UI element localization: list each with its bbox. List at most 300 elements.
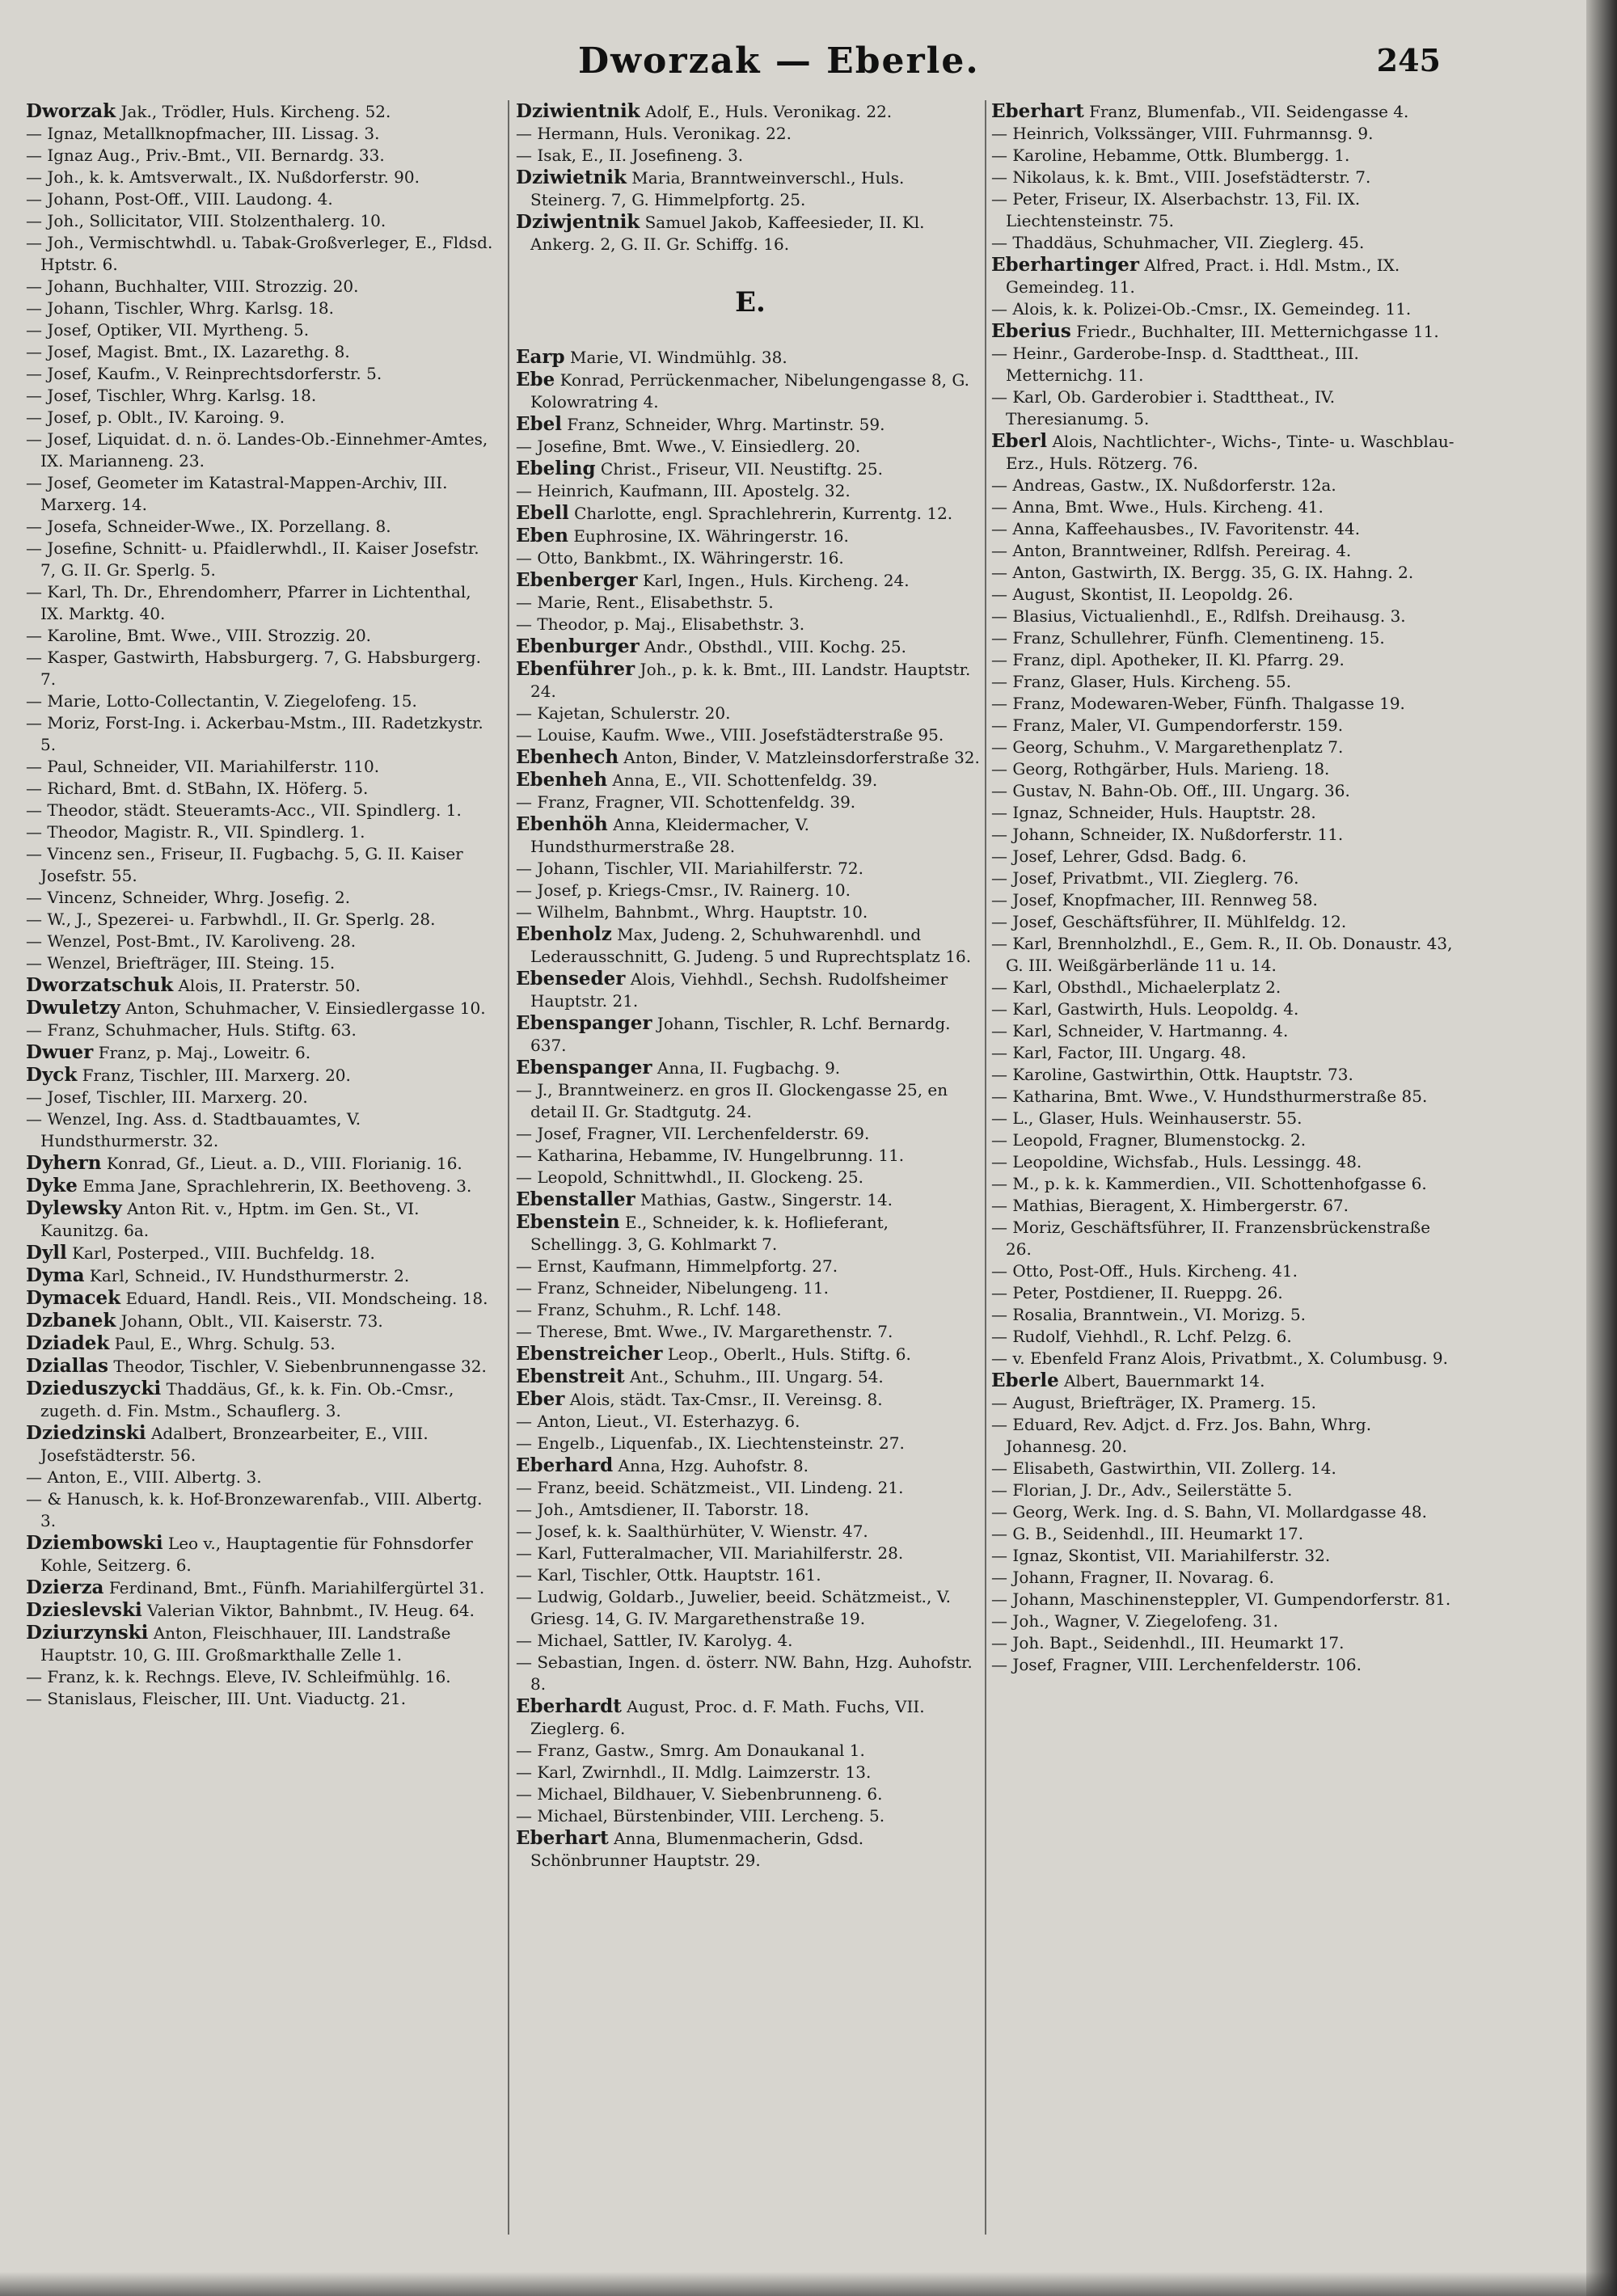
entry-text: — Karl, Th. Dr., Ehrendomherr, Pfarrer in Lichtenthal, IX. Marktg. 40. — [26, 582, 471, 623]
directory-entry-sub — [26, 210, 495, 232]
entry-text: — Vincenz, Schneider, Whrg. Josefig. 2. — [26, 888, 351, 907]
directory-entry-sub — [26, 843, 495, 887]
entry-text: Anton, Schuhmacher, V. Einsiedlergasse 10. — [120, 998, 486, 1018]
entry-text: — Karl, Obsthdl., Michaelerplatz 2. — [991, 977, 1281, 997]
entry-surname: Dymacek — [26, 1287, 121, 1309]
entry-text: — Joh., Vermischtwhdl. u. Tabak-Großverleger, E., Fldsd. Hptstr. 6. — [26, 233, 493, 274]
section-letter: E. — [735, 286, 766, 319]
directory-entry-main — [516, 1695, 985, 1740]
directory-entry-sub — [26, 145, 495, 167]
entry-text: — Joh., Sollicitator, VIII. Stolzenthalerg. 10. — [26, 211, 386, 230]
entry-text: — Josef, Fragner, VII. Lerchenfelderstr. 69. — [516, 1124, 870, 1143]
entry-text: Samuel Jakob, Kaffeesieder, II. Kl. Ankerg. 2, G. II. Gr. Schiffg. 16. — [530, 213, 925, 254]
entry-text: Anna, II. Fugbachg. 9. — [652, 1058, 841, 1078]
entry-text: — Wilhelm, Bahnbmt., Whrg. Hauptstr. 10. — [516, 902, 868, 922]
entry-text: — Karl, Factor, III. Ungarg. 48. — [991, 1043, 1247, 1062]
entry-surname: Ebenstein — [516, 1211, 620, 1233]
entry-text: August, Proc. d. F. Math. Fuchs, VII. Zieglerg. 6. — [530, 1697, 925, 1738]
directory-entry-sub — [991, 1348, 1460, 1370]
directory-entry-sub — [516, 547, 985, 569]
directory-entry-sub — [26, 1108, 495, 1152]
entry-text: Adolf, E., Huls. Veronikag. 22. — [640, 102, 893, 121]
entry-text: — Ludwig, Goldarb., Juwelier, beeid. Schätzmeist., V. Griesg. 14, G. IV. Margarethenstraße 19. — [516, 1587, 952, 1628]
directory-entry-sub — [516, 1477, 985, 1499]
entry-text: — Karl, Brennholzhdl., E., Gem. R., II. Ob. Donaustr. 43, G. III. Weißgärberlände 11 u. 14. — [991, 934, 1453, 975]
entry-surname: Ebenhöh — [516, 813, 608, 835]
running-head: Dworzak — Eberle. — [578, 40, 980, 82]
entry-text: — Franz, Modewaren-Weber, Fünfh. Thalgasse 19. — [991, 694, 1405, 713]
directory-entry-main — [26, 1576, 495, 1599]
entry-text: — Franz, Schneider, Nibelungeng. 11. — [516, 1278, 830, 1298]
column-divider — [508, 100, 509, 2235]
directory-entry-main — [991, 320, 1460, 343]
directory-entry-main — [516, 1188, 985, 1211]
entry-text: — Leopold, Fragner, Blumenstockg. 2. — [991, 1130, 1307, 1150]
directory-entry-main — [991, 100, 1460, 123]
directory-entry-sub — [26, 516, 495, 538]
entry-text: — v. Ebenfeld Franz Alois, Privatbmt., X. Columbusg. 9. — [991, 1348, 1448, 1368]
directory-entry-main — [991, 254, 1460, 298]
entry-text: — Sebastian, Ingen. d. österr. NW. Bahn, Hzg. Auhofstr. 8. — [516, 1652, 973, 1694]
directory-entry-main — [516, 525, 985, 547]
entry-text: Christ., Friseur, VII. Neustiftg. 25. — [595, 459, 883, 479]
entry-text: — Anton, Branntweiner, Rdlfsh. Pereirag. 4. — [991, 541, 1352, 560]
directory-entry-sub — [26, 363, 495, 385]
directory-entry-main — [516, 769, 985, 791]
entry-text: Franz, p. Maj., Loweitr. 6. — [93, 1043, 311, 1062]
entry-surname: Dzbanek — [26, 1310, 116, 1332]
directory-entry-sub — [991, 802, 1460, 824]
entry-text: — Therese, Bmt. Wwe., IV. Margarethenstr. 7. — [516, 1322, 893, 1341]
entry-text: Alois, städt. Tax-Cmsr., II. Vereinsg. 8. — [564, 1390, 883, 1409]
entry-text: — Ignaz, Metallknopfmacher, III. Lissag. 3. — [26, 124, 380, 143]
directory-entry-sub — [26, 385, 495, 407]
page-edge-shadow — [1586, 0, 1617, 2296]
entry-text: — Nikolaus, k. k. Bmt., VIII. Josefstädterstr. 7. — [991, 167, 1371, 187]
entry-text: — Paul, Schneider, VII. Mariahilferstr. 110. — [26, 757, 380, 776]
entry-text: Karl, Ingen., Huls. Kircheng. 24. — [637, 571, 910, 590]
entry-text: — Josef, Knopfmacher, III. Rennweg 58. — [991, 890, 1318, 910]
directory-entry-sub — [991, 1654, 1460, 1676]
directory-entry-sub — [26, 1666, 495, 1688]
entry-text: — Josefa, Schneider-Wwe., IX. Porzellang. 8. — [26, 517, 391, 536]
entry-text: — W., J., Spezerei- u. Farbwhdl., II. Gr. Sperlg. 28. — [26, 910, 436, 929]
directory-entry-sub — [26, 952, 495, 974]
entry-surname: Ebenberger — [516, 569, 638, 591]
entry-surname: Dzieslevski — [26, 1599, 142, 1621]
directory-entry-sub — [991, 298, 1460, 320]
entry-text: Leo v., Hauptagentie für Fohnsdorfer Kohle, Seitzerg. 6. — [40, 1534, 473, 1575]
directory-entry-sub — [26, 341, 495, 363]
directory-entry-sub — [991, 1610, 1460, 1632]
directory-entry-main — [26, 1264, 495, 1287]
directory-entry-sub — [991, 1545, 1460, 1567]
entry-text: E., Schneider, k. k. Hoflieferant, Schellingg. 3, G. Kohlmarkt 7. — [530, 1213, 889, 1254]
entry-text: Konrad, Perrückenmacher, Nibelungengasse 8, G. Kolowratring 4. — [530, 370, 969, 412]
entry-text: — Heinrich, Kaufmann, III. Apostelg. 32. — [516, 481, 851, 500]
directory-entry-main — [991, 1370, 1460, 1392]
entry-surname: Eberhardt — [516, 1695, 622, 1717]
directory-entry-main — [991, 430, 1460, 475]
directory-entry-sub — [516, 1277, 985, 1299]
entry-text: — Franz, Maler, VI. Gumpendorferstr. 159. — [991, 715, 1344, 735]
entry-text: — Karl, Ob. Garderobier i. Stadttheat., IV. Theresianumg. 5. — [991, 387, 1336, 428]
directory-entry-main — [516, 1012, 985, 1057]
entry-text: — Rosalia, Branntwein., VI. Morizg. 5. — [991, 1305, 1307, 1324]
directory-entry-sub — [991, 1326, 1460, 1348]
entry-text: — Joh. Bapt., Seidenhdl., III. Heumarkt 17. — [991, 1633, 1345, 1652]
entry-surname: Eberhartinger — [991, 254, 1140, 276]
entry-text: — Johann, Maschinensteppler, VI. Gumpendorferstr. 81. — [991, 1589, 1451, 1609]
directory-entry-sub — [516, 724, 985, 746]
entry-surname: Eberle — [991, 1370, 1059, 1391]
entry-text: — Anna, Kaffeehausbes., IV. Favoritenstr. 44. — [991, 519, 1361, 538]
directory-entry-sub — [991, 1632, 1460, 1654]
directory-entry-sub — [991, 1523, 1460, 1545]
entry-text: — Peter, Friseur, IX. Alserbachstr. 13, Fil. IX. Liechtensteinstr. 75. — [991, 189, 1361, 230]
directory-entry-sub — [991, 1414, 1460, 1458]
directory-entry-main — [26, 1599, 495, 1622]
entry-surname: Ebeling — [516, 458, 596, 479]
entry-surname: Ebenstreicher — [516, 1343, 663, 1365]
directory-entry-sub — [991, 475, 1460, 496]
entry-text: — & Hanusch, k. k. Hof-Bronzewarenfab., VIII. Albertg. 3. — [26, 1489, 483, 1530]
entry-text: — Wenzel, Ing. Ass. d. Stadtbauamtes, V. Hundsthurmerstr. 32. — [26, 1109, 361, 1150]
entry-text: — Josefine, Bmt. Wwe., V. Einsiedlerg. 20. — [516, 437, 861, 456]
directory-entry-main — [26, 1355, 495, 1378]
entry-surname: Ebenstaller — [516, 1188, 635, 1210]
directory-entry-sub — [26, 712, 495, 756]
entry-text: — Josef, Lehrer, Gdsd. Badg. 6. — [991, 846, 1247, 866]
entry-text: Joh., p. k. k. Bmt., III. Landstr. Hauptstr. 24. — [530, 660, 971, 701]
directory-entry-sub — [26, 821, 495, 843]
entry-text: — Karl, Tischler, Ottk. Hauptstr. 161. — [516, 1565, 821, 1585]
entry-surname: Earp — [516, 346, 565, 368]
directory-entry-main — [516, 100, 985, 123]
entry-surname: Dzieduszycki — [26, 1378, 162, 1399]
entry-text: — Joh., k. k. Amtsverwalt., IX. Nußdorferstr. 90. — [26, 167, 420, 187]
entry-text: Johann, Tischler, R. Lchf. Bernardg. 637. — [530, 1014, 951, 1055]
entry-text: Valerian Viktor, Bahnbmt., IV. Heug. 64. — [141, 1601, 475, 1620]
directory-entry-sub — [26, 1019, 495, 1041]
entry-text: — Theodor, städt. Steueramts-Acc., VII. Spindlerg. 1. — [26, 800, 462, 820]
entry-text: — Otto, Bankbmt., IX. Währingerstr. 16. — [516, 548, 844, 568]
directory-entry-sub — [991, 1042, 1460, 1064]
directory-entry-sub — [991, 1458, 1460, 1479]
directory-entry-main — [26, 974, 495, 997]
entry-text: — Eduard, Rev. Adjct. d. Frz. Jos. Bahn, Whrg. Johannesg. 20. — [991, 1415, 1372, 1456]
entry-text: — Wenzel, Post-Bmt., IV. Karoliveng. 28. — [26, 931, 357, 951]
entry-text: — Ernst, Kaufmann, Himmelpfortg. 27. — [516, 1256, 838, 1276]
entry-text: Jak., Trödler, Huls. Kircheng. 52. — [116, 102, 391, 121]
entry-surname: Dworzatschuk — [26, 974, 174, 996]
directory-entry-sub — [991, 736, 1460, 758]
entry-text: Andr., Obsthdl., VIII. Kochg. 25. — [639, 637, 907, 656]
entry-surname: Eberhart — [991, 100, 1084, 122]
entry-text: — Franz, Schuhmacher, Huls. Stiftg. 63. — [26, 1020, 357, 1040]
entry-text: — Andreas, Gastw., IX. Nußdorferstr. 12a. — [991, 475, 1336, 495]
entry-text: — M., p. k. k. Kammerdien., VII. Schottenhofgasse 6. — [991, 1174, 1427, 1193]
directory-entry-main — [26, 1041, 495, 1064]
column-middle — [516, 100, 985, 2243]
directory-entry-main — [26, 1332, 495, 1355]
directory-entry-sub — [26, 887, 495, 909]
entry-text: Mathias, Gastw., Singerstr. 14. — [635, 1190, 893, 1209]
entry-surname: Dziurzynski — [26, 1622, 149, 1644]
directory-entry-sub — [991, 1479, 1460, 1501]
entry-surname: Ebenburger — [516, 635, 640, 657]
entry-text: Ferdinand, Bmt., Fünfh. Mariahilfergürtel 31. — [103, 1578, 485, 1597]
entry-text: — Josef, Kaufm., V. Reinprechtsdorferstr. 5. — [26, 364, 382, 383]
entry-text: — Leopold, Schnittwhdl., II. Glockeng. 25. — [516, 1167, 863, 1187]
directory-entry-sub — [516, 1630, 985, 1652]
directory-entry-sub — [516, 145, 985, 167]
entry-text: — Josef, Geschäftsführer, II. Mühlfeldg. 12. — [991, 912, 1347, 931]
directory-entry-sub — [991, 496, 1460, 518]
entry-text: Anna, E., VII. Schottenfeldg. 39. — [607, 770, 878, 790]
entry-surname: Dziadek — [26, 1332, 110, 1354]
entry-surname: Dziallas — [26, 1355, 108, 1377]
entry-text: — Ignaz Aug., Priv.-Bmt., VII. Bernardg. 33. — [26, 146, 385, 165]
entry-surname: Ebe — [516, 369, 555, 390]
directory-entry-sub — [516, 1521, 985, 1543]
directory-entry-sub — [991, 715, 1460, 736]
directory-entry-sub — [516, 858, 985, 880]
entry-text: — Georg, Werk. Ing. d. S. Bahn, VI. Mollardgasse 48. — [991, 1502, 1427, 1522]
directory-entry-sub — [516, 480, 985, 502]
entry-text: — Georg, Rothgärber, Huls. Marieng. 18. — [991, 759, 1330, 779]
directory-entry-sub — [26, 756, 495, 778]
entry-surname: Eben — [516, 525, 568, 547]
directory-entry-main — [516, 502, 985, 525]
directory-entry-main — [26, 1422, 495, 1467]
entry-text: Anton, Binder, V. Matzleinsdorferstraße 32. — [619, 748, 980, 767]
directory-entry-main — [516, 413, 985, 436]
page-header — [0, 32, 1585, 89]
entry-text: — Kajetan, Schulerstr. 20. — [516, 703, 731, 723]
entry-text: — Rudolf, Viehhdl., R. Lchf. Pelzg. 6. — [991, 1327, 1292, 1346]
entry-text: — Michael, Bildhauer, V. Siebenbrunneng. 6. — [516, 1784, 883, 1804]
directory-entry-sub — [991, 1217, 1460, 1260]
directory-entry-sub — [516, 1564, 985, 1586]
directory-entry-sub — [26, 625, 495, 647]
directory-entry-sub — [991, 167, 1460, 188]
entry-text: — Joh., Wagner, V. Ziegelofeng. 31. — [991, 1611, 1279, 1631]
entry-text: — Engelb., Liquenfab., IX. Liechtensteinstr. 27. — [516, 1433, 905, 1453]
directory-entry-sub — [991, 889, 1460, 911]
directory-entry-main — [26, 1378, 495, 1422]
entry-text: — Karoline, Gastwirthin, Ottk. Hauptstr. 73. — [991, 1065, 1353, 1084]
entry-text: — Karoline, Hebamme, Ottk. Blumbergg. 1. — [991, 146, 1350, 165]
directory-entry-sub — [991, 758, 1460, 780]
directory-entry-main — [516, 923, 985, 968]
directory-entry-sub — [991, 933, 1460, 977]
entry-text: — Johann, Fragner, II. Novarag. 6. — [991, 1568, 1275, 1587]
entry-text: — Franz, Fragner, VII. Schottenfeldg. 39. — [516, 792, 856, 812]
entry-text: Alois, Viehhdl., Sechsh. Rudolfsheimer Hauptstr. 21. — [530, 969, 948, 1011]
directory-entry-sub — [26, 472, 495, 516]
directory-entry-main — [516, 369, 985, 413]
entry-text: Thaddäus, Gf., k. k. Fin. Ob.-Cmsr., zugeth. d. Fin. Mstm., Schauflerg. 3. — [40, 1379, 454, 1420]
entry-text: — Karl, Schneider, V. Hartmanng. 4. — [991, 1021, 1289, 1040]
entry-text: — Isak, E., II. Josefineng. 3. — [516, 146, 744, 165]
entry-text: — G. B., Seidenhdl., III. Heumarkt 17. — [991, 1524, 1304, 1543]
entry-text: — Josef, Geometer im Katastral-Mappen-Archiv, III. Marxerg. 14. — [26, 473, 448, 514]
entry-text: — Hermann, Huls. Veronikag. 22. — [516, 124, 792, 143]
entry-text: — Richard, Bmt. d. StBahn, IX. Höferg. 5. — [26, 779, 369, 798]
entry-text: — Johann, Buchhalter, VIII. Strozzig. 20. — [26, 276, 359, 296]
directory-entry-sub — [516, 592, 985, 614]
entry-text: — Josef, Magist. Bmt., IX. Lazarethg. 8. — [26, 342, 350, 361]
directory-entry-sub — [516, 123, 985, 145]
directory-entry-sub — [991, 1501, 1460, 1523]
entry-surname: Ebenholz — [516, 923, 612, 945]
entry-text: — Georg, Schuhm., V. Margarethenplatz 7. — [991, 737, 1344, 757]
directory-entry-sub — [991, 584, 1460, 606]
directory-entry-sub — [516, 1256, 985, 1277]
directory-entry-sub — [26, 298, 495, 319]
directory-entry-main — [516, 167, 985, 211]
entry-surname: Ebell — [516, 502, 569, 524]
entry-text: — Vincenz sen., Friseur, II. Fugbachg. 5, G. II. Kaiser Josefstr. 55. — [26, 844, 463, 885]
entry-text: — Stanislaus, Fleischer, III. Unt. Viaductg. 21. — [26, 1689, 407, 1708]
directory-entry-sub — [516, 1079, 985, 1123]
directory-entry-sub — [991, 1282, 1460, 1304]
entry-text: — Anton, E., VIII. Albertg. 3. — [26, 1467, 262, 1487]
directory-entry-sub — [26, 232, 495, 276]
directory-entry-main — [516, 346, 985, 369]
directory-entry-main — [516, 635, 985, 658]
directory-entry-sub — [26, 909, 495, 931]
entry-surname: Dyke — [26, 1175, 78, 1197]
entry-surname: Dziwientnik — [516, 100, 640, 122]
directory-entry-main — [516, 968, 985, 1012]
directory-entry-sub — [516, 614, 985, 635]
entry-surname: Eberhard — [516, 1454, 614, 1476]
directory-entry-sub — [516, 1783, 985, 1805]
entry-surname: Dziwietnik — [516, 167, 627, 188]
entry-text: — Karl, Zwirnhdl., II. Mdlg. Laimzerstr. 13. — [516, 1762, 872, 1782]
entry-surname: Eberl — [991, 430, 1048, 452]
entry-surname: Dwuer — [26, 1041, 94, 1063]
entry-text: Friedr., Buchhalter, III. Metternichgasse 11. — [1070, 322, 1439, 341]
entry-text: Franz, Blumenfab., VII. Seidengasse 4. — [1083, 102, 1409, 121]
entry-text: — Josefine, Schnitt- u. Pfaidlerwhdl., II. Kaiser Josefstr. 7, G. II. Gr. Sperlg. 5. — [26, 538, 479, 580]
entry-text: Maria, Branntweinverschl., Huls. Steinerg. 7, G. Himmelpfortg. 25. — [530, 168, 905, 209]
entry-text: — Franz, dipl. Apotheker, II. Kl. Pfarrg. 29. — [991, 650, 1345, 669]
entry-text: — Johann, Post-Off., VIII. Laudong. 4. — [26, 189, 333, 209]
entry-surname: Dylewsky — [26, 1197, 122, 1219]
entry-text: Anna, Kleidermacher, V. Hundsthurmerstraße 28. — [530, 815, 809, 856]
directory-entry-sub — [516, 1123, 985, 1145]
directory-entry-sub — [26, 778, 495, 800]
entry-text: Alois, II. Praterstr. 50. — [173, 976, 361, 995]
directory-entry-main — [516, 658, 985, 703]
entry-text: — Josef, p. Kriegs-Cmsr., IV. Rainerg. 10. — [516, 880, 851, 900]
directory-entry-sub — [991, 824, 1460, 846]
directory-entry-sub — [26, 538, 495, 581]
entry-text: — Johann, Schneider, IX. Nußdorferstr. 11. — [991, 825, 1344, 844]
directory-entry-sub — [26, 931, 495, 952]
entry-surname: Dzierza — [26, 1576, 104, 1598]
entry-text: — Josef, Privatbmt., VII. Zieglerg. 76. — [991, 868, 1299, 888]
directory-entry-sub — [991, 867, 1460, 889]
directory-entry-sub — [26, 800, 495, 821]
entry-text: — Franz, Gastw., Smrg. Am Donaukanal 1. — [516, 1741, 865, 1760]
entry-text: Leop., Oberlt., Huls. Stiftg. 6. — [662, 1344, 911, 1364]
entry-text: — Louise, Kaufm. Wwe., VIII. Josefstädterstraße 95. — [516, 725, 944, 745]
entry-text: — Franz, beeid. Schätzmeist., VII. Lindeng. 21. — [516, 1478, 904, 1497]
directory-entry-sub — [26, 1488, 495, 1532]
directory-entry-main — [26, 1622, 495, 1666]
directory-entry-sub — [516, 880, 985, 901]
entry-text: Alois, Nachtlichter-, Wichs-, Tinte- u. Waschblau-Erz., Huls. Rötzerg. 76. — [1006, 432, 1454, 473]
entry-surname: Ebenführer — [516, 658, 635, 680]
directory-entry-main — [516, 746, 985, 769]
entry-text: — Franz, k. k. Rechngs. Eleve, IV. Schleifmühlg. 16. — [26, 1667, 451, 1686]
directory-entry-sub — [991, 1567, 1460, 1589]
directory-entry-main — [26, 1310, 495, 1332]
entry-text: — Elisabeth, Gastwirthin, VII. Zollerg. 14. — [991, 1458, 1336, 1478]
entry-text: — Peter, Postdiener, II. Rueppg. 26. — [991, 1283, 1283, 1302]
directory-entry-sub — [991, 1108, 1460, 1129]
entry-text: Franz, Schneider, Whrg. Martinstr. 59. — [561, 415, 885, 434]
directory-entry-sub — [991, 998, 1460, 1020]
directory-entry-sub — [26, 1688, 495, 1710]
directory-entry-sub — [991, 343, 1460, 386]
directory-entry-main — [516, 1454, 985, 1477]
directory-entry-sub — [991, 671, 1460, 693]
entry-text: — Karoline, Bmt. Wwe., VIII. Strozzig. 20. — [26, 626, 372, 645]
entry-text: Albert, Bauernmarkt 14. — [1058, 1371, 1265, 1391]
entry-text: — Florian, J. Dr., Adv., Seilerstätte 5. — [991, 1480, 1293, 1500]
directory-entry-sub — [26, 581, 495, 625]
directory-entry-sub — [516, 1299, 985, 1321]
entry-text: Paul, E., Whrg. Schulg. 53. — [109, 1334, 336, 1353]
entry-text: — J., Branntweinerz. en gros II. Glockengasse 25, en detail II. Gr. Stadtgutg. 24. — [516, 1080, 948, 1121]
entry-surname: Ebenhech — [516, 746, 619, 768]
entry-surname: Ebenstreit — [516, 1365, 625, 1387]
directory-entry-sub — [516, 1805, 985, 1827]
entry-surname: Ebel — [516, 413, 562, 435]
directory-entry-sub — [26, 647, 495, 690]
entry-text: — Ignaz, Skontist, VII. Mariahilferstr. 32. — [991, 1546, 1331, 1565]
directory-entry-sub — [991, 1086, 1460, 1108]
entry-text: Anna, Hzg. Auhofstr. 8. — [613, 1456, 809, 1475]
entry-surname: Ebenspanger — [516, 1057, 652, 1078]
directory-entry-sub — [516, 791, 985, 813]
entry-text: — Michael, Bürstenbinder, VIII. Lercheng. 5. — [516, 1806, 885, 1825]
entry-surname: Dyll — [26, 1242, 67, 1264]
entry-text: Euphrosine, IX. Währingerstr. 16. — [568, 526, 849, 546]
entry-text: — Michael, Sattler, IV. Karolyg. 4. — [516, 1631, 793, 1650]
directory-entry-sub — [516, 1411, 985, 1433]
entry-surname: Dziembowski — [26, 1532, 163, 1554]
entry-text: — Josef, k. k. Saalthürhüter, V. Wienstr. 47. — [516, 1522, 868, 1541]
directory-entry-sub — [991, 911, 1460, 933]
entry-text: Anton Rit. v., Hptm. im Gen. St., VI. Kaunitzg. 6a. — [40, 1199, 420, 1240]
entry-text: — Moriz, Geschäftsführer, II. Franzensbrückenstraße 26. — [991, 1218, 1431, 1259]
directory-entry-sub — [991, 1173, 1460, 1195]
entry-text: Anna, Blumenmacherin, Gdsd. Schönbrunner Hauptstr. 29. — [530, 1829, 864, 1870]
entry-surname: Dyhern — [26, 1152, 102, 1174]
entry-surname: Dworzak — [26, 100, 116, 122]
entry-text: — Ignaz, Schneider, Huls. Hauptstr. 28. — [991, 803, 1316, 822]
directory-entry-main — [516, 813, 985, 858]
directory-entry-sub — [991, 977, 1460, 998]
directory-entry-main — [516, 458, 985, 480]
directory-entry-sub — [991, 693, 1460, 715]
